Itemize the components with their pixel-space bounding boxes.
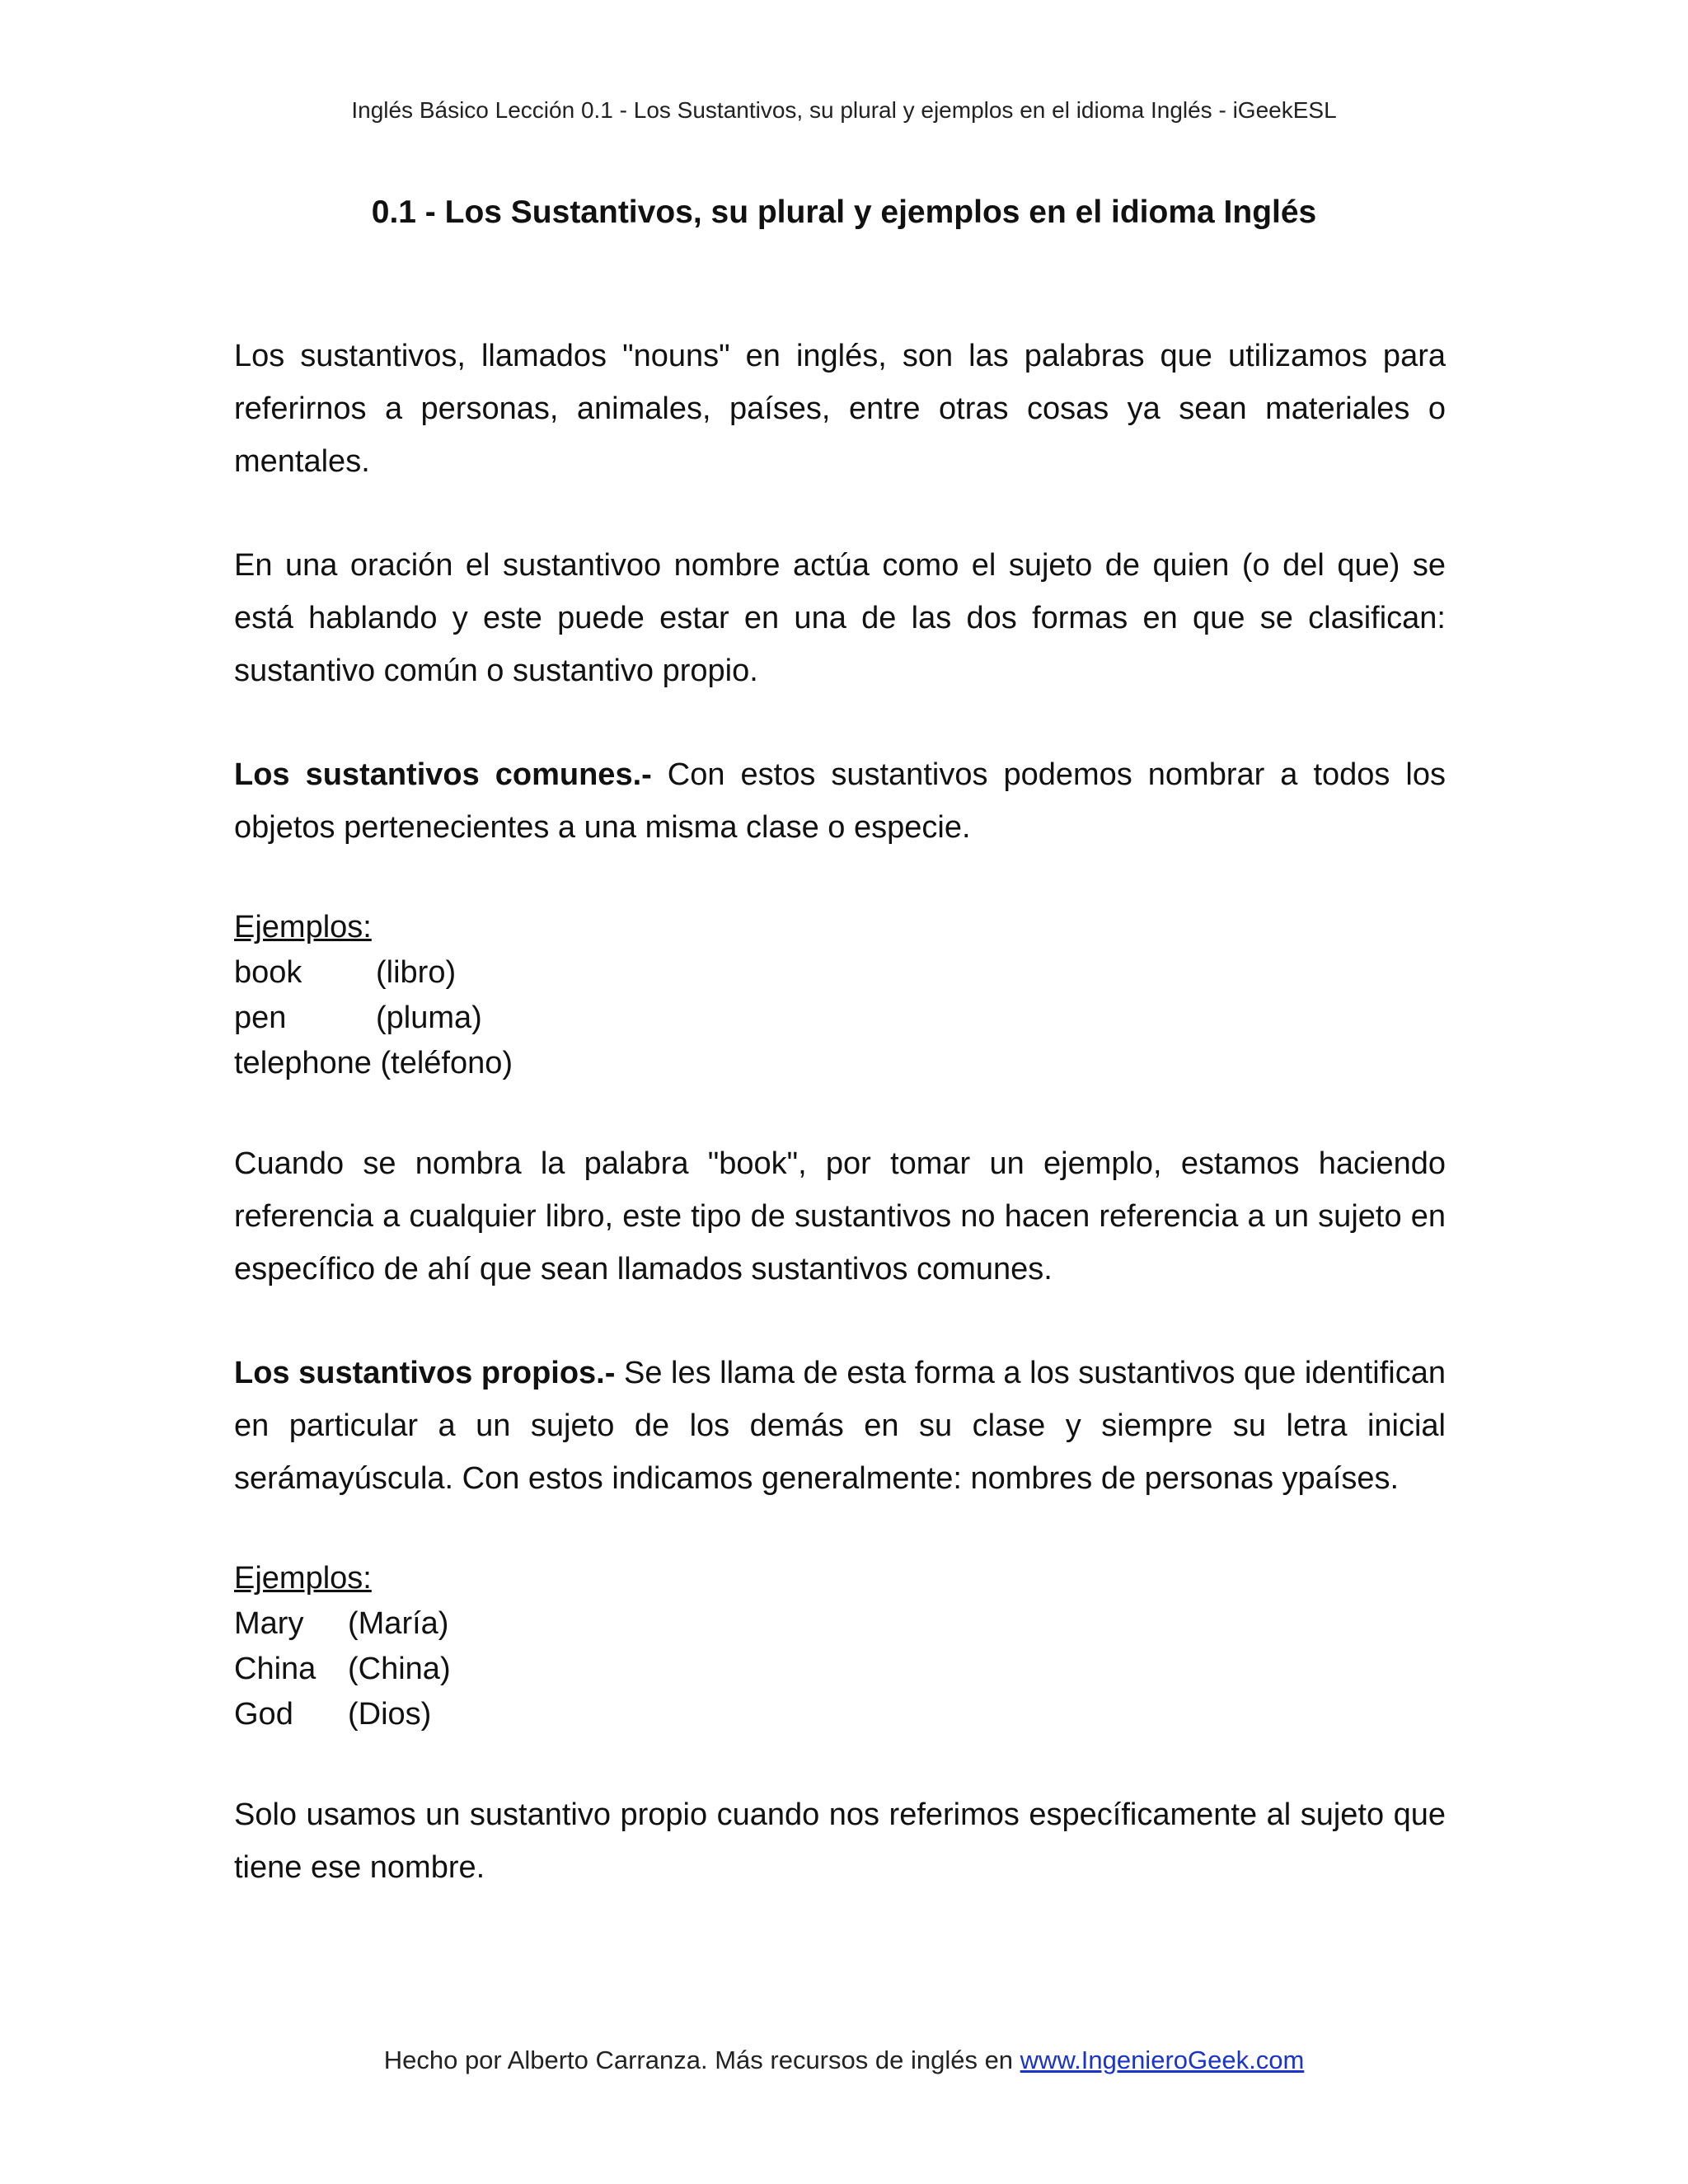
examples-common (234, 905, 1446, 1086)
proper-nouns-heading: Los sustantivos propios.- (234, 1356, 616, 1390)
example-row (234, 1601, 1446, 1647)
proper-nouns-text: Se les llama de esta forma a los sustantivos que identifican en particular a un sujeto de los demás en su clase y siempre su letra inicial serámayúscula. Con estos indicamos generalmente: nombres de personas ypaíses. (234, 1356, 1446, 1496)
footer-website-link[interactable]: www.IngenieroGeek.com (1020, 2046, 1305, 2074)
example-word: book (234, 955, 302, 990)
example-word: China (234, 1652, 316, 1686)
running-header: Inglés Básico Lección 0.1 - Los Sustantivos, su plural y ejemplos en el idioma Inglés - iGeekESL (351, 97, 1337, 123)
examples-proper (234, 1556, 1446, 1737)
document-body (234, 330, 1446, 1945)
example-word: telephone (234, 1046, 372, 1080)
paragraph-proper-usage: Solo usamos un sustantivo propio cuando nos referimos específicamente al sujeto que tiene ese nombre. (234, 1797, 1446, 1885)
example-gloss: (libro) (376, 955, 457, 990)
example-gloss-spacer (372, 1041, 381, 1086)
example-row (234, 950, 1446, 996)
example-gloss: (teléfono) (380, 1046, 513, 1080)
running-footer (0, 2046, 1688, 2075)
paragraph-intro: Los sustantivos, llamados "nouns" en inglés, son las palabras que utilizamos para referirnos a personas, animales, países, entre otras cosas ya sean materiales o mentales. (234, 339, 1446, 479)
paragraph-common-explanation: Cuando se nombra la palabra "book", por tomar un ejemplo, estamos haciendo referencia a cualquier libro, este tipo de sustantivos no hacen referencia a un sujeto en específico de ahí que sean llamados sustantivos comunes. (234, 1146, 1446, 1286)
common-nouns-heading: Los sustantivos comunes.- (234, 757, 652, 792)
example-gloss: (Dios) (348, 1697, 432, 1732)
example-row (234, 1041, 1446, 1086)
example-word: pen (234, 1001, 287, 1035)
paragraph-proper-nouns (234, 1347, 1446, 1505)
example-gloss: (María) (348, 1606, 449, 1641)
common-nouns-text: Con estos sustantivos podemos nombrar a todos los objetos pertenecientes a una misma clase o especie. (234, 757, 1446, 845)
footer-credit: Hecho por Alberto Carranza. Más recursos de inglés en (383, 2046, 1020, 2074)
example-word: Mary (234, 1606, 304, 1641)
example-row (234, 1647, 1446, 1692)
examples-heading: Ejemplos: (234, 910, 372, 944)
examples-heading: Ejemplos: (234, 1561, 372, 1596)
example-gloss: (China) (348, 1652, 451, 1686)
example-row (234, 1692, 1446, 1737)
paragraph-common-nouns (234, 748, 1446, 854)
example-row (234, 996, 1446, 1041)
paragraph-sentence-role: En una oración el sustantivoo nombre actúa como el sujeto de quien (o del que) se está hablando y este puede estar en una de las dos formas en que se clasifican: sustantivo común o sustantivo propio. (234, 548, 1446, 688)
example-gloss: (pluma) (376, 1001, 482, 1035)
document-title: 0.1 - Los Sustantivos, su plural y ejemplos en el idioma Inglés (371, 194, 1317, 230)
example-word: God (234, 1697, 293, 1732)
